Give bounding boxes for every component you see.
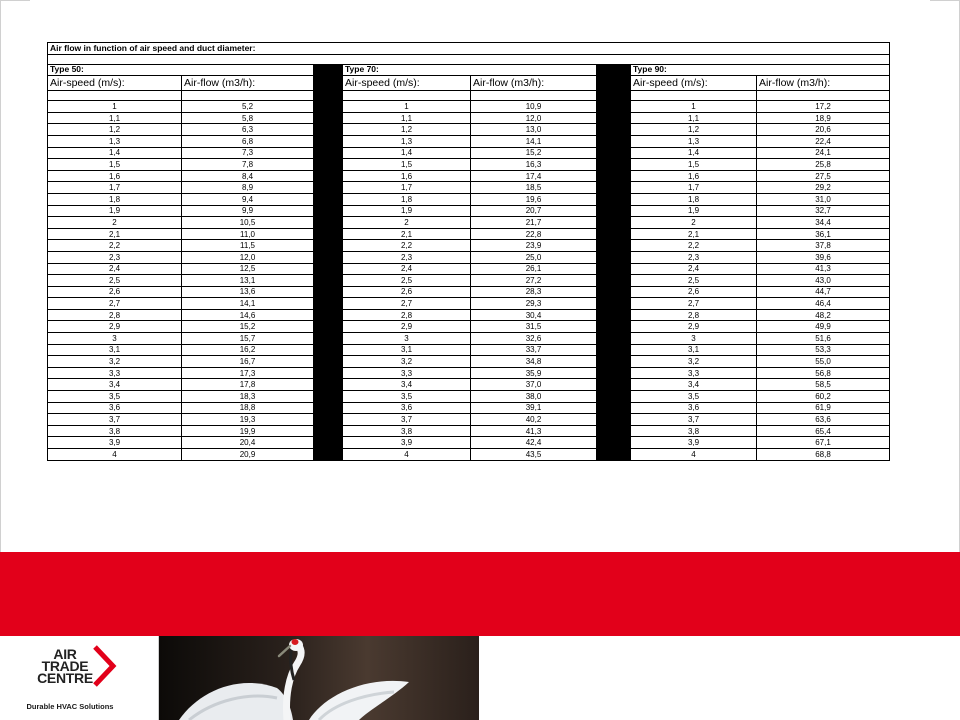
air-flow-cell: 67,1 — [757, 437, 890, 449]
air-speed-cell: 1 — [48, 101, 182, 113]
logo-wordmark — [30, 648, 100, 684]
air-speed-cell: 2,1 — [343, 228, 471, 240]
air-speed-cell: 2,4 — [343, 263, 471, 275]
speed-header: Air-speed (m/s): — [631, 76, 757, 91]
table-row — [48, 309, 890, 321]
air-speed-cell: 1,8 — [343, 193, 471, 205]
logo-tagline: Durable HVAC Solutions — [26, 702, 114, 711]
logo-arrow-icon — [92, 644, 118, 688]
air-speed-cell: 3,7 — [48, 414, 182, 426]
air-flow-cell: 16,7 — [182, 356, 314, 368]
air-speed-cell: 2,3 — [631, 251, 757, 263]
air-flow-cell: 27,2 — [471, 275, 597, 287]
air-flow-cell: 26,1 — [471, 263, 597, 275]
air-speed-cell: 4 — [343, 449, 471, 461]
table-row — [48, 217, 890, 229]
air-speed-cell: 1,1 — [343, 112, 471, 124]
air-flow-cell: 5,2 — [182, 101, 314, 113]
air-speed-cell: 3,3 — [48, 367, 182, 379]
air-speed-cell: 3,3 — [343, 367, 471, 379]
air-flow-cell: 22,8 — [471, 228, 597, 240]
air-speed-cell: 3,6 — [48, 402, 182, 414]
air-flow-cell: 34,8 — [471, 356, 597, 368]
air-flow-cell: 7,3 — [182, 147, 314, 159]
air-flow-cell: 34,4 — [757, 217, 890, 229]
air-flow-cell: 9,4 — [182, 193, 314, 205]
air-flow-cell: 30,4 — [471, 309, 597, 321]
air-speed-cell: 1,8 — [631, 193, 757, 205]
air-speed-cell: 1,8 — [48, 193, 182, 205]
table-row — [48, 263, 890, 275]
air-flow-cell: 35,9 — [471, 367, 597, 379]
air-flow-cell: 17,2 — [757, 101, 890, 113]
table-row — [48, 379, 890, 391]
logo-line: CENTRE — [37, 670, 93, 686]
table-title: Air flow in function of air speed and duct diameter: — [48, 43, 890, 55]
air-speed-cell: 1,5 — [343, 159, 471, 171]
air-speed-cell: 3,3 — [631, 367, 757, 379]
air-speed-cell: 1,3 — [48, 135, 182, 147]
air-speed-cell: 3,9 — [343, 437, 471, 449]
air-flow-cell: 14,1 — [471, 135, 597, 147]
air-flow-cell: 49,9 — [757, 321, 890, 333]
speed-header: Air-speed (m/s): — [48, 76, 182, 91]
air-speed-cell: 2,8 — [631, 309, 757, 321]
air-speed-cell: 2,9 — [48, 321, 182, 333]
air-speed-cell: 2,3 — [48, 251, 182, 263]
air-flow-cell: 31,5 — [471, 321, 597, 333]
table-row — [48, 159, 890, 171]
air-flow-cell: 37,8 — [757, 240, 890, 252]
air-speed-cell: 2,8 — [343, 309, 471, 321]
air-flow-cell: 23,9 — [471, 240, 597, 252]
air-speed-cell: 3,8 — [631, 425, 757, 437]
column-separator — [597, 64, 631, 460]
blank-row — [48, 54, 890, 64]
table-row — [48, 205, 890, 217]
air-speed-cell: 3,7 — [343, 414, 471, 426]
air-speed-cell: 1,3 — [631, 135, 757, 147]
table-row — [48, 101, 890, 113]
table-row — [48, 356, 890, 368]
air-flow-cell: 14,1 — [182, 298, 314, 310]
air-flow-cell: 21,7 — [471, 217, 597, 229]
air-speed-cell: 1,6 — [343, 170, 471, 182]
air-speed-cell: 3,6 — [343, 402, 471, 414]
air-flow-cell: 60,2 — [757, 391, 890, 403]
company-logo — [0, 636, 159, 720]
air-flow-cell: 36,1 — [757, 228, 890, 240]
air-speed-cell: 2,5 — [631, 275, 757, 287]
air-speed-cell: 1,1 — [48, 112, 182, 124]
air-flow-cell: 28,3 — [471, 286, 597, 298]
air-flow-cell: 61,9 — [757, 402, 890, 414]
air-speed-cell: 1,9 — [48, 205, 182, 217]
air-speed-cell: 3,9 — [48, 437, 182, 449]
air-speed-cell: 1,5 — [48, 159, 182, 171]
air-flow-cell: 13,0 — [471, 124, 597, 136]
table-row — [48, 391, 890, 403]
air-speed-cell: 2,6 — [343, 286, 471, 298]
air-flow-cell: 18,3 — [182, 391, 314, 403]
air-flow-cell: 29,2 — [757, 182, 890, 194]
air-speed-cell: 3,1 — [343, 344, 471, 356]
air-flow-cell: 10,9 — [471, 101, 597, 113]
air-flow-cell: 18,8 — [182, 402, 314, 414]
air-flow-cell: 19,9 — [182, 425, 314, 437]
air-speed-cell: 3,9 — [631, 437, 757, 449]
air-speed-cell: 2,4 — [48, 263, 182, 275]
table-row — [48, 124, 890, 136]
air-flow-cell: 38,0 — [471, 391, 597, 403]
air-flow-cell: 27,5 — [757, 170, 890, 182]
air-flow-cell: 22,4 — [757, 135, 890, 147]
table-row — [48, 228, 890, 240]
table-row — [48, 321, 890, 333]
air-speed-cell: 2,9 — [343, 321, 471, 333]
air-speed-cell: 3,4 — [631, 379, 757, 391]
air-speed-cell: 3,2 — [48, 356, 182, 368]
table-row — [48, 402, 890, 414]
air-speed-cell: 1,2 — [343, 124, 471, 136]
air-flow-cell: 11,0 — [182, 228, 314, 240]
air-flow-cell: 58,5 — [757, 379, 890, 391]
type-90-label: Type 90: — [631, 64, 890, 76]
air-flow-cell: 41,3 — [757, 263, 890, 275]
air-flow-cell: 46,4 — [757, 298, 890, 310]
air-flow-cell: 32,6 — [471, 333, 597, 345]
air-speed-cell: 3,8 — [343, 425, 471, 437]
air-flow-cell: 33,7 — [471, 344, 597, 356]
air-speed-cell: 3,5 — [631, 391, 757, 403]
air-speed-cell: 3 — [343, 333, 471, 345]
air-flow-cell: 15,2 — [182, 321, 314, 333]
table-row — [48, 112, 890, 124]
air-flow-cell: 15,7 — [182, 333, 314, 345]
flow-header: Air-flow (m3/h): — [757, 76, 890, 91]
air-flow-cell: 43,0 — [757, 275, 890, 287]
air-speed-cell: 1,6 — [48, 170, 182, 182]
air-flow-cell: 17,4 — [471, 170, 597, 182]
table-row — [48, 193, 890, 205]
air-speed-cell: 2,7 — [48, 298, 182, 310]
air-flow-cell: 43,5 — [471, 449, 597, 461]
air-flow-cell: 51,6 — [757, 333, 890, 345]
air-flow-cell: 17,8 — [182, 379, 314, 391]
air-speed-cell: 1,6 — [631, 170, 757, 182]
air-flow-cell: 19,3 — [182, 414, 314, 426]
air-flow-cell: 39,1 — [471, 402, 597, 414]
air-speed-cell: 1,7 — [48, 182, 182, 194]
air-speed-cell: 2,5 — [48, 275, 182, 287]
air-speed-cell: 1,5 — [631, 159, 757, 171]
air-speed-cell: 3,4 — [343, 379, 471, 391]
air-speed-cell: 1,9 — [343, 205, 471, 217]
air-speed-cell: 1,7 — [631, 182, 757, 194]
air-flow-cell: 53,3 — [757, 344, 890, 356]
table-row — [48, 425, 890, 437]
air-speed-cell: 3,5 — [48, 391, 182, 403]
air-flow-cell: 18,5 — [471, 182, 597, 194]
table-row — [48, 170, 890, 182]
air-speed-cell: 1,2 — [631, 124, 757, 136]
air-flow-cell: 20,7 — [471, 205, 597, 217]
speed-header: Air-speed (m/s): — [343, 76, 471, 91]
air-flow-cell: 25,0 — [471, 251, 597, 263]
air-speed-cell: 1,2 — [48, 124, 182, 136]
air-speed-cell: 2,1 — [48, 228, 182, 240]
air-flow-cell: 12,5 — [182, 263, 314, 275]
air-speed-cell: 1,4 — [631, 147, 757, 159]
air-speed-cell: 3 — [48, 333, 182, 345]
air-flow-cell: 20,6 — [757, 124, 890, 136]
air-flow-cell: 29,3 — [471, 298, 597, 310]
air-speed-cell: 3,7 — [631, 414, 757, 426]
air-speed-cell: 1,7 — [343, 182, 471, 194]
air-flow-cell: 16,3 — [471, 159, 597, 171]
air-speed-cell: 2,1 — [631, 228, 757, 240]
air-flow-cell: 13,1 — [182, 275, 314, 287]
table-row — [48, 251, 890, 263]
air-speed-cell: 2 — [343, 217, 471, 229]
logo-line: TRADE — [41, 658, 89, 674]
type-70-label: Type 70: — [343, 64, 597, 76]
logo-line: AIR — [53, 646, 77, 662]
air-speed-cell: 2,7 — [631, 298, 757, 310]
air-speed-cell: 1 — [631, 101, 757, 113]
air-flow-cell: 31,0 — [757, 193, 890, 205]
air-speed-cell: 3,2 — [343, 356, 471, 368]
air-speed-cell: 2,7 — [343, 298, 471, 310]
air-speed-cell: 1,9 — [631, 205, 757, 217]
air-flow-cell: 39,6 — [757, 251, 890, 263]
table-row — [48, 147, 890, 159]
air-speed-cell: 1,1 — [631, 112, 757, 124]
air-speed-cell: 2 — [631, 217, 757, 229]
air-flow-cell: 42,4 — [471, 437, 597, 449]
air-speed-cell: 2,2 — [48, 240, 182, 252]
air-flow-cell: 44,7 — [757, 286, 890, 298]
air-speed-cell: 4 — [48, 449, 182, 461]
air-flow-cell: 20,4 — [182, 437, 314, 449]
air-flow-cell: 5,8 — [182, 112, 314, 124]
table-row — [48, 275, 890, 287]
column-separator — [314, 64, 343, 460]
crane-photo — [159, 636, 479, 720]
air-speed-cell: 2,9 — [631, 321, 757, 333]
air-flow-cell: 37,0 — [471, 379, 597, 391]
footer — [0, 636, 960, 720]
airflow-table — [47, 42, 890, 461]
table-row — [48, 135, 890, 147]
air-flow-cell: 11,5 — [182, 240, 314, 252]
air-flow-cell: 19,6 — [471, 193, 597, 205]
air-flow-cell: 48,2 — [757, 309, 890, 321]
air-speed-cell: 2,5 — [343, 275, 471, 287]
air-flow-cell: 20,9 — [182, 449, 314, 461]
air-flow-cell: 12,0 — [182, 251, 314, 263]
red-band — [0, 552, 960, 636]
table-row — [48, 449, 890, 461]
table-row — [48, 367, 890, 379]
air-speed-cell: 2,6 — [631, 286, 757, 298]
table-row — [48, 414, 890, 426]
air-speed-cell: 2,2 — [631, 240, 757, 252]
air-speed-cell: 3,6 — [631, 402, 757, 414]
air-flow-cell: 9,9 — [182, 205, 314, 217]
air-flow-cell: 24,1 — [757, 147, 890, 159]
air-speed-cell: 3,2 — [631, 356, 757, 368]
air-speed-cell: 3,4 — [48, 379, 182, 391]
table-row — [48, 298, 890, 310]
air-flow-cell: 14,6 — [182, 309, 314, 321]
air-speed-cell: 2,4 — [631, 263, 757, 275]
air-flow-cell: 65,4 — [757, 425, 890, 437]
air-flow-cell: 68,8 — [757, 449, 890, 461]
table-row — [48, 344, 890, 356]
air-flow-cell: 10,5 — [182, 217, 314, 229]
table-row — [48, 437, 890, 449]
air-flow-cell: 41,3 — [471, 425, 597, 437]
air-flow-cell: 32,7 — [757, 205, 890, 217]
air-flow-cell: 63,6 — [757, 414, 890, 426]
air-speed-cell: 1,4 — [343, 147, 471, 159]
air-flow-cell: 6,3 — [182, 124, 314, 136]
air-speed-cell: 3,1 — [48, 344, 182, 356]
table-row — [48, 286, 890, 298]
air-flow-cell: 55,0 — [757, 356, 890, 368]
flow-header: Air-flow (m3/h): — [471, 76, 597, 91]
air-flow-cell: 7,8 — [182, 159, 314, 171]
air-speed-cell: 2,8 — [48, 309, 182, 321]
air-speed-cell: 3,1 — [631, 344, 757, 356]
air-flow-cell: 6,8 — [182, 135, 314, 147]
air-flow-cell: 16,2 — [182, 344, 314, 356]
air-speed-cell: 2 — [48, 217, 182, 229]
air-flow-cell: 17,3 — [182, 367, 314, 379]
air-flow-cell: 13,6 — [182, 286, 314, 298]
type-50-label: Type 50: — [48, 64, 314, 76]
air-flow-cell: 56,8 — [757, 367, 890, 379]
air-speed-cell: 3,8 — [48, 425, 182, 437]
air-speed-cell: 2,2 — [343, 240, 471, 252]
air-speed-cell: 2,3 — [343, 251, 471, 263]
air-flow-cell: 12,0 — [471, 112, 597, 124]
flow-header: Air-flow (m3/h): — [182, 76, 314, 91]
air-flow-cell: 8,4 — [182, 170, 314, 182]
air-speed-cell: 1 — [343, 101, 471, 113]
air-flow-cell: 25,8 — [757, 159, 890, 171]
air-speed-cell: 3 — [631, 333, 757, 345]
air-speed-cell: 1,4 — [48, 147, 182, 159]
air-speed-cell: 3,5 — [343, 391, 471, 403]
air-flow-cell: 8,9 — [182, 182, 314, 194]
table-row — [48, 240, 890, 252]
air-flow-cell: 40,2 — [471, 414, 597, 426]
crane-bird-icon — [159, 636, 479, 720]
table-row — [48, 333, 890, 345]
air-speed-cell: 2,6 — [48, 286, 182, 298]
air-flow-cell: 18,9 — [757, 112, 890, 124]
table-row — [48, 182, 890, 194]
air-speed-cell: 1,3 — [343, 135, 471, 147]
air-flow-cell: 15,2 — [471, 147, 597, 159]
air-speed-cell: 4 — [631, 449, 757, 461]
